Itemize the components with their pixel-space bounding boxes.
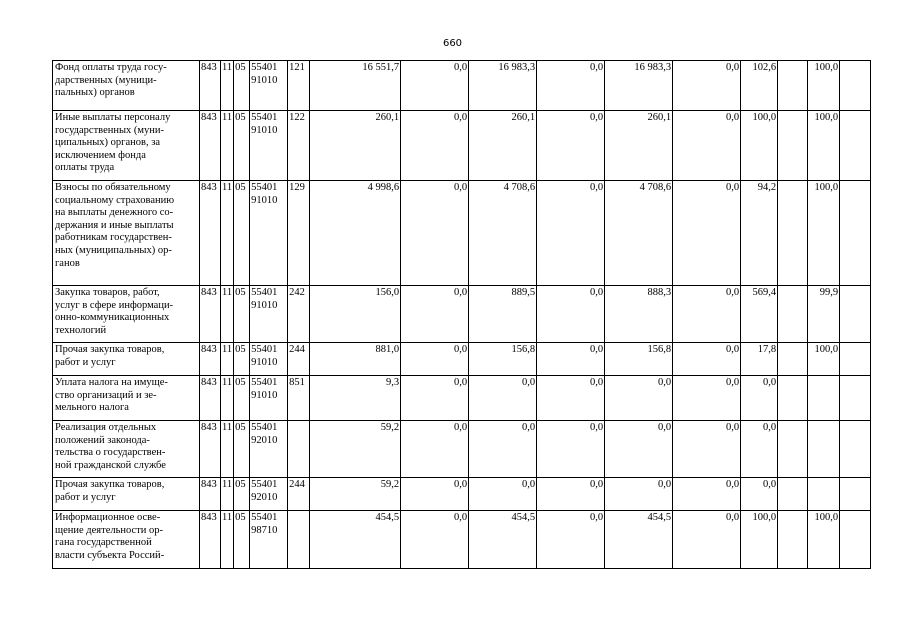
code-section: 11 [221,61,234,111]
page-number: 660 [442,38,463,49]
value-col4: 0,0 [537,343,605,376]
code-subsection: 05 [234,286,250,343]
value-col8 [778,478,808,511]
value-col5: 0,0 [605,376,673,421]
value-percent-1: 569,4 [741,286,778,343]
table-row [53,421,871,478]
value-col3: 889,5 [469,286,537,343]
value-col2: 0,0 [401,111,469,181]
code-target: 55401 91010 [250,286,288,343]
value-col2: 0,0 [401,376,469,421]
value-col5: 156,8 [605,343,673,376]
value-approved: 881,0 [310,343,401,376]
value-col10 [840,286,871,343]
value-col5: 4 708,6 [605,181,673,286]
value-col10 [840,343,871,376]
value-col2: 0,0 [401,343,469,376]
value-col10 [840,61,871,111]
code-section: 11 [221,421,234,478]
value-col10 [840,478,871,511]
code-target: 55401 91010 [250,181,288,286]
value-col6: 0,0 [673,181,741,286]
value-col6: 0,0 [673,286,741,343]
value-col4: 0,0 [537,181,605,286]
value-col3: 4 708,6 [469,181,537,286]
value-percent-2 [808,376,840,421]
value-percent-2: 100,0 [808,181,840,286]
table-row [53,511,871,569]
value-percent-2: 100,0 [808,343,840,376]
code-target: 55401 91010 [250,111,288,181]
code-target: 55401 98710 [250,511,288,569]
value-approved: 59,2 [310,421,401,478]
value-col2: 0,0 [401,421,469,478]
value-col8 [778,511,808,569]
value-col5: 0,0 [605,478,673,511]
value-col10 [840,111,871,181]
budget-table [52,60,871,569]
value-percent-2: 100,0 [808,111,840,181]
code-expense-type [288,511,310,569]
value-col4: 0,0 [537,61,605,111]
value-approved: 4 998,6 [310,181,401,286]
code-gu: 843 [200,286,221,343]
value-percent-2: 100,0 [808,61,840,111]
table-row [53,343,871,376]
code-target: 55401 92010 [250,478,288,511]
value-percent-2: 100,0 [808,511,840,569]
value-col6: 0,0 [673,421,741,478]
value-col3: 156,8 [469,343,537,376]
code-section: 11 [221,111,234,181]
row-name: Уплата налога на имуще- ство организаций и зе- мельного налога [53,376,200,421]
value-col3: 0,0 [469,376,537,421]
value-col3: 260,1 [469,111,537,181]
value-col8 [778,111,808,181]
value-col3: 16 983,3 [469,61,537,111]
table-row [53,61,871,111]
code-expense-type: 851 [288,376,310,421]
value-col2: 0,0 [401,478,469,511]
value-col3: 0,0 [469,478,537,511]
table-row [53,181,871,286]
code-gu: 843 [200,376,221,421]
code-target: 55401 91010 [250,343,288,376]
row-name: Прочая закупка товаров, работ и услуг [53,478,200,511]
value-approved: 260,1 [310,111,401,181]
code-section: 11 [221,511,234,569]
value-col4: 0,0 [537,376,605,421]
code-subsection: 05 [234,181,250,286]
value-col6: 0,0 [673,111,741,181]
value-percent-1: 94,2 [741,181,778,286]
value-percent-1: 17,8 [741,343,778,376]
code-gu: 843 [200,181,221,286]
row-name: Фонд оплаты труда госу- дарственных (муници- пальных) органов [53,61,200,111]
value-col2: 0,0 [401,61,469,111]
code-expense-type: 121 [288,61,310,111]
code-section: 11 [221,376,234,421]
table-row [53,478,871,511]
value-col5: 0,0 [605,421,673,478]
table-row [53,286,871,343]
code-expense-type: 129 [288,181,310,286]
value-col6: 0,0 [673,343,741,376]
value-col8 [778,61,808,111]
code-target: 55401 91010 [250,61,288,111]
code-expense-type [288,421,310,478]
value-percent-1: 0,0 [741,421,778,478]
code-gu: 843 [200,111,221,181]
value-percent-1: 100,0 [741,511,778,569]
value-percent-1: 100,0 [741,111,778,181]
code-section: 11 [221,286,234,343]
value-col3: 0,0 [469,421,537,478]
code-subsection: 05 [234,478,250,511]
code-section: 11 [221,478,234,511]
value-col6: 0,0 [673,511,741,569]
value-col10 [840,376,871,421]
value-col4: 0,0 [537,421,605,478]
value-col3: 454,5 [469,511,537,569]
value-col2: 0,0 [401,286,469,343]
value-approved: 156,0 [310,286,401,343]
table-row [53,111,871,181]
value-col5: 260,1 [605,111,673,181]
value-col6: 0,0 [673,478,741,511]
code-target: 55401 92010 [250,421,288,478]
value-col8 [778,286,808,343]
code-expense-type: 244 [288,343,310,376]
value-col8 [778,343,808,376]
value-approved: 454,5 [310,511,401,569]
value-percent-2 [808,478,840,511]
value-col4: 0,0 [537,478,605,511]
row-name: Информационное осве- щение деятельности ор- гана государственной власти субъекта Россий- [53,511,200,569]
value-percent-1: 0,0 [741,376,778,421]
code-subsection: 05 [234,511,250,569]
code-gu: 843 [200,511,221,569]
code-subsection: 05 [234,343,250,376]
code-gu: 843 [200,478,221,511]
code-target: 55401 91010 [250,376,288,421]
value-col10 [840,511,871,569]
value-col4: 0,0 [537,111,605,181]
code-subsection: 05 [234,376,250,421]
value-percent-1: 0,0 [741,478,778,511]
value-percent-2: 99,9 [808,286,840,343]
code-gu: 843 [200,343,221,376]
value-col5: 16 983,3 [605,61,673,111]
value-col10 [840,421,871,478]
value-approved: 59,2 [310,478,401,511]
value-col6: 0,0 [673,376,741,421]
row-name: Взносы по обязательному социальному страхованию на выплаты денежного со- держания и иные выплаты работникам государствен- ных (муниципальных) ор- ганов [53,181,200,286]
value-col8 [778,421,808,478]
code-section: 11 [221,181,234,286]
value-col4: 0,0 [537,286,605,343]
value-col8 [778,181,808,286]
code-expense-type: 244 [288,478,310,511]
value-approved: 9,3 [310,376,401,421]
value-col6: 0,0 [673,61,741,111]
value-percent-1: 102,6 [741,61,778,111]
value-percent-2 [808,421,840,478]
value-col5: 454,5 [605,511,673,569]
value-col8 [778,376,808,421]
row-name: Прочая закупка товаров, работ и услуг [53,343,200,376]
value-col5: 888,3 [605,286,673,343]
row-name: Реализация отдельных положений законода- тельства о государствен- ной гражданской службе [53,421,200,478]
code-subsection: 05 [234,111,250,181]
code-expense-type: 122 [288,111,310,181]
value-col4: 0,0 [537,511,605,569]
code-subsection: 05 [234,421,250,478]
value-col2: 0,0 [401,511,469,569]
value-approved: 16 551,7 [310,61,401,111]
value-col2: 0,0 [401,181,469,286]
code-gu: 843 [200,61,221,111]
row-name: Закупка товаров, работ, услуг в сфере информаци- онно-коммуникационных технологий [53,286,200,343]
table-body [53,61,871,569]
value-col10 [840,181,871,286]
row-name: Иные выплаты персоналу государственных (муни- ципальных) органов, за исключением фонда оплаты труда [53,111,200,181]
code-section: 11 [221,343,234,376]
table-row [53,376,871,421]
code-gu: 843 [200,421,221,478]
code-subsection: 05 [234,61,250,111]
code-expense-type: 242 [288,286,310,343]
